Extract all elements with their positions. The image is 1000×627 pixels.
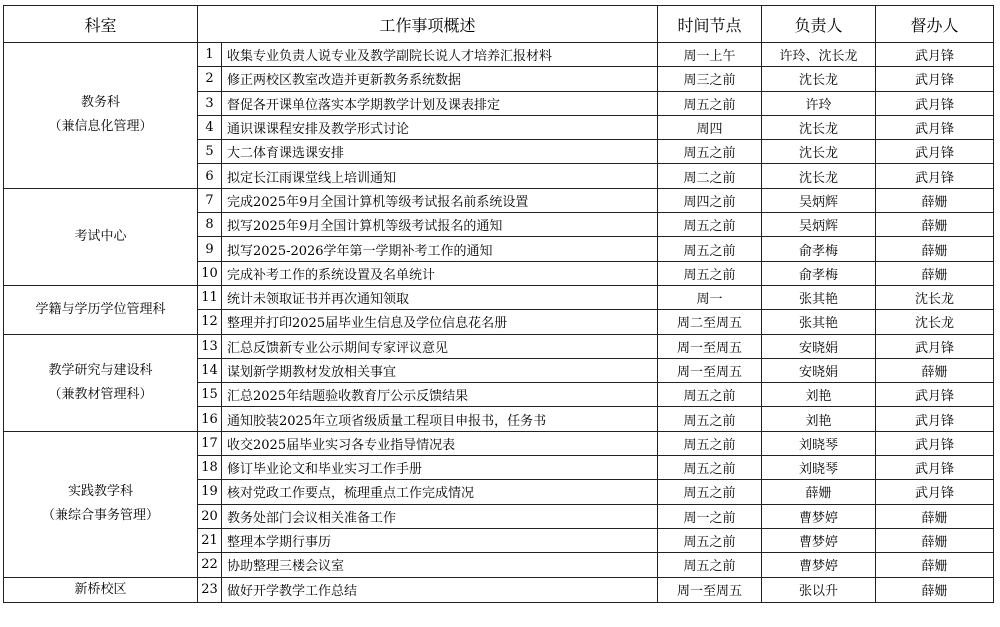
- time-node: 周三之前: [658, 67, 762, 91]
- owner-name: 曹梦婷: [762, 553, 876, 577]
- row-number: 15: [198, 383, 222, 407]
- header-owner: 负责人: [762, 6, 876, 43]
- task-description: 汇总2025年结题验收教育厅公示反馈结果: [222, 383, 658, 407]
- header-dept: 科室: [4, 6, 198, 43]
- task-description: 大二体育课选课安排: [222, 140, 658, 164]
- task-description: 核对党政工作要点，梳理重点工作完成情况: [222, 480, 658, 504]
- owner-name: 沈长龙: [762, 164, 876, 188]
- supervisor-name: 薛姗: [876, 577, 994, 602]
- supervisor-name: 薛姗: [876, 237, 994, 261]
- row-number: 13: [198, 334, 222, 358]
- task-description: 做好开学教学工作总结: [222, 577, 658, 602]
- time-node: 周四之前: [658, 188, 762, 212]
- owner-name: 刘艳: [762, 383, 876, 407]
- task-description: 教务处部门会议相关准备工作: [222, 504, 658, 528]
- supervisor-name: 薛姗: [876, 553, 994, 577]
- header-row: [4, 6, 994, 43]
- owner-name: 许玲、沈长龙: [762, 43, 876, 67]
- time-node: 周五之前: [658, 91, 762, 115]
- header-time: 时间节点: [658, 6, 762, 43]
- time-node: 周五之前: [658, 480, 762, 504]
- owner-name: 沈长龙: [762, 67, 876, 91]
- row-number: 12: [198, 310, 222, 334]
- supervisor-name: 武月锋: [876, 164, 994, 188]
- task-description: 汇总反馈新专业公示期间专家评议意见: [222, 334, 658, 358]
- department-cell: [4, 188, 198, 285]
- owner-name: 安晓娟: [762, 334, 876, 358]
- department-name: 考试中心: [74, 228, 127, 244]
- row-number: 23: [198, 577, 222, 602]
- task-description: 完成2025年9月全国计算机等级考试报名前系统设置: [222, 188, 658, 212]
- time-node: 周一之前: [658, 504, 762, 528]
- time-node: 周五之前: [658, 213, 762, 237]
- work-schedule-table: [3, 5, 994, 603]
- owner-name: 刘晓琴: [762, 456, 876, 480]
- row-number: 21: [198, 528, 222, 552]
- supervisor-name: 武月锋: [876, 431, 994, 455]
- supervisor-name: 武月锋: [876, 383, 994, 407]
- task-description: 修正两校区教室改造并更新教务系统数据: [222, 67, 658, 91]
- owner-name: 张其艳: [762, 285, 876, 309]
- header-supervisor: 督办人: [876, 6, 994, 43]
- row-number: 9: [198, 237, 222, 261]
- row-number: 3: [198, 91, 222, 115]
- table-header: [4, 6, 994, 43]
- table-row: [4, 188, 994, 212]
- time-node: 周五之前: [658, 237, 762, 261]
- supervisor-name: 武月锋: [876, 140, 994, 164]
- task-description: 完成补考工作的系统设置及名单统计: [222, 261, 658, 285]
- table-row: [4, 334, 994, 358]
- table-row: [4, 431, 994, 455]
- task-description: 收交2025届毕业实习各专业指导情况表: [222, 431, 658, 455]
- owner-name: 曹梦婷: [762, 504, 876, 528]
- supervisor-name: 武月锋: [876, 43, 994, 67]
- supervisor-name: 薛姗: [876, 528, 994, 552]
- time-node: 周一上午: [658, 43, 762, 67]
- owner-name: 俞孝梅: [762, 237, 876, 261]
- owner-name: 吴炳辉: [762, 188, 876, 212]
- row-number: 4: [198, 115, 222, 139]
- supervisor-name: 武月锋: [876, 334, 994, 358]
- department-name: 新桥校区: [74, 581, 127, 597]
- supervisor-name: 武月锋: [876, 407, 994, 431]
- supervisor-name: 武月锋: [876, 91, 994, 115]
- row-number: 2: [198, 67, 222, 91]
- supervisor-name: 沈长龙: [876, 310, 994, 334]
- task-description: 整理并打印2025届毕业生信息及学位信息花名册: [222, 310, 658, 334]
- task-description: 整理本学期行事历: [222, 528, 658, 552]
- table-row: [4, 285, 994, 309]
- owner-name: 安晓娟: [762, 358, 876, 382]
- owner-name: 张其艳: [762, 310, 876, 334]
- time-node: 周一至周五: [658, 358, 762, 382]
- task-description: 谋划新学期教材发放相关事宜: [222, 358, 658, 382]
- time-node: 周五之前: [658, 456, 762, 480]
- table-row: [4, 577, 994, 602]
- department-name: 教学研究与建设科: [48, 362, 153, 378]
- task-description: 通知胶装2025年立项省级质量工程项目申报书，任务书: [222, 407, 658, 431]
- time-node: 周五之前: [658, 140, 762, 164]
- department-name: 教务科: [80, 95, 120, 111]
- department-subtitle: （兼教材管理科）: [48, 386, 153, 402]
- department-name: 实践教学科: [67, 484, 133, 500]
- time-node: 周五之前: [658, 431, 762, 455]
- owner-name: 张以升: [762, 577, 876, 602]
- row-number: 1: [198, 43, 222, 67]
- department-cell: [4, 285, 198, 334]
- owner-name: 曹梦婷: [762, 528, 876, 552]
- department-cell: [4, 431, 198, 577]
- department-cell: [4, 334, 198, 431]
- time-node: 周一至周五: [658, 334, 762, 358]
- time-node: 周四: [658, 115, 762, 139]
- time-node: 周二之前: [658, 164, 762, 188]
- task-description: 督促各开课单位落实本学期教学计划及课表排定: [222, 91, 658, 115]
- task-description: 拟写2025年9月全国计算机等级考试报名的通知: [222, 213, 658, 237]
- owner-name: 刘艳: [762, 407, 876, 431]
- department-subtitle: （兼综合事务管理）: [41, 508, 159, 524]
- table-body: [4, 43, 994, 603]
- time-node: 周五之前: [658, 383, 762, 407]
- supervisor-name: 薛姗: [876, 504, 994, 528]
- supervisor-name: 武月锋: [876, 456, 994, 480]
- time-node: 周二至周五: [658, 310, 762, 334]
- supervisor-name: 武月锋: [876, 480, 994, 504]
- row-number: 14: [198, 358, 222, 382]
- time-node: 周五之前: [658, 407, 762, 431]
- row-number: 5: [198, 140, 222, 164]
- task-description: 收集专业负责人说专业及教学副院长说人才培养汇报材料: [222, 43, 658, 67]
- table-row: [4, 43, 994, 67]
- row-number: 6: [198, 164, 222, 188]
- task-description: 拟写2025-2026学年第一学期补考工作的通知: [222, 237, 658, 261]
- row-number: 8: [198, 213, 222, 237]
- row-number: 19: [198, 480, 222, 504]
- supervisor-name: 薛姗: [876, 261, 994, 285]
- time-node: 周五之前: [658, 528, 762, 552]
- task-description: 修订毕业论文和毕业实习工作手册: [222, 456, 658, 480]
- owner-name: 许玲: [762, 91, 876, 115]
- task-description: 拟定长江雨课堂线上培训通知: [222, 164, 658, 188]
- row-number: 18: [198, 456, 222, 480]
- owner-name: 沈长龙: [762, 115, 876, 139]
- supervisor-name: 薛姗: [876, 188, 994, 212]
- task-description: 通识课课程安排及教学形式讨论: [222, 115, 658, 139]
- time-node: 周五之前: [658, 261, 762, 285]
- department-name: 学籍与学历学位管理科: [35, 301, 166, 317]
- owner-name: 刘晓琴: [762, 431, 876, 455]
- owner-name: 沈长龙: [762, 140, 876, 164]
- supervisor-name: 沈长龙: [876, 285, 994, 309]
- owner-name: 俞孝梅: [762, 261, 876, 285]
- supervisor-name: 薛姗: [876, 213, 994, 237]
- owner-name: 吴炳辉: [762, 213, 876, 237]
- row-number: 10: [198, 261, 222, 285]
- row-number: 11: [198, 285, 222, 309]
- row-number: 17: [198, 431, 222, 455]
- department-cell: [4, 43, 198, 189]
- time-node: 周五之前: [658, 553, 762, 577]
- time-node: 周一: [658, 285, 762, 309]
- supervisor-name: 薛姗: [876, 358, 994, 382]
- department-cell: [4, 577, 198, 602]
- supervisor-name: 武月锋: [876, 115, 994, 139]
- header-task: 工作事项概述: [198, 6, 658, 43]
- task-description: 协助整理三楼会议室: [222, 553, 658, 577]
- row-number: 7: [198, 188, 222, 212]
- supervisor-name: 武月锋: [876, 67, 994, 91]
- row-number: 20: [198, 504, 222, 528]
- row-number: 22: [198, 553, 222, 577]
- row-number: 16: [198, 407, 222, 431]
- department-subtitle: （兼信息化管理）: [48, 119, 153, 135]
- task-description: 统计未领取证书并再次通知领取: [222, 285, 658, 309]
- time-node: 周一至周五: [658, 577, 762, 602]
- owner-name: 薛姗: [762, 480, 876, 504]
